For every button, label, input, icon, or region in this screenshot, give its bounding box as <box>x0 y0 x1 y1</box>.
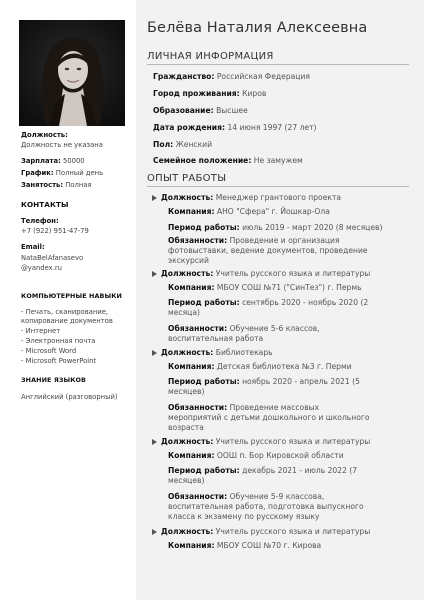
job-duties-cont: фотовыставки, ведение документов, проведение <box>168 246 368 255</box>
divider <box>147 186 409 187</box>
skill-item: копирование документов <box>21 317 113 325</box>
email-value-line2[interactable]: @yandex.ru <box>21 264 62 272</box>
education-row: Образование: Высшее <box>153 106 248 115</box>
job-duties-cont: мероприятий с детьми дошкольного и школьного <box>168 413 370 422</box>
divider <box>147 64 409 65</box>
employment-row: Занятость: Полная <box>21 181 92 189</box>
position-value: Должность не указана <box>21 141 103 149</box>
job-company: Компания: ООШ п. Бор Кировской области <box>168 451 344 460</box>
skills-heading: КОМПЬЮТЕРНЫЕ НАВЫКИ <box>21 292 122 300</box>
skill-item: - Microsoft PowerPoint <box>21 357 97 365</box>
job-duties-cont: возраста <box>168 423 204 432</box>
job-company: Компания: МБОУ СОШ №71 ("СинТез") г. Пермь <box>168 283 362 292</box>
city-row: Город проживания: Киров <box>153 89 267 98</box>
profile-photo <box>19 20 125 126</box>
job-duties-cont: воспитательная работа, подготовка выпускного <box>168 502 364 511</box>
expand-arrow-icon[interactable] <box>152 439 157 445</box>
job-duties-cont: класса к экзамену по русскому языку <box>168 512 320 521</box>
skill-item: - Электронная почта <box>21 337 96 345</box>
job-period-cont: месяцев) <box>168 387 205 396</box>
job-position[interactable]: Должность: Учитель русского языка и литературы <box>161 436 405 447</box>
job-duties: Обязанности: Проведение массовых <box>168 403 320 412</box>
job-duties-cont: воспитательная работа <box>168 334 264 343</box>
languages-value: Английский (разговорный) <box>21 393 118 401</box>
marital-row: Семейное положение: Не замужем <box>153 156 303 165</box>
job-company: Компания: АНО "Сфера" г. Йошкар-Ола <box>168 207 330 216</box>
job-period: Период работы: июль 2019 - март 2020 (8 месяцев) <box>168 223 383 232</box>
email-value-line1[interactable]: NataBelAfanasevo <box>21 254 84 262</box>
job-duties: Обязанности: Обучение 5-6 классов, <box>168 324 320 333</box>
job-duties-cont: экскурсий <box>168 256 209 265</box>
salary-row: Зарплата: 50000 <box>21 157 85 165</box>
candidate-name: Белёва Наталия Алексеевна <box>147 20 368 36</box>
contacts-heading: КОНТАКТЫ <box>21 200 69 209</box>
skill-item: - Microsoft Word <box>21 347 77 355</box>
job-position[interactable]: Должность: Библиотекарь <box>161 347 405 358</box>
job-company: Компания: МБОУ СОШ №70 г. Кирова <box>168 541 322 550</box>
expand-arrow-icon[interactable] <box>152 271 157 277</box>
birthdate-row: Дата рождения: 14 июня 1997 (27 лет) <box>153 123 317 132</box>
job-duties: Обязанности: Проведение и организация <box>168 236 340 245</box>
job-period-cont: месяца) <box>168 308 200 317</box>
position-label: Должность: <box>21 131 68 139</box>
job-company: Компания: Детская библиотека №3 г. Перми <box>168 362 352 371</box>
gender-row: Пол: Женский <box>153 140 213 149</box>
phone-value[interactable]: +7 (922) 951-47-79 <box>21 227 89 235</box>
job-position[interactable]: Должность: Менеджер грантового проекта <box>161 192 405 203</box>
expand-arrow-icon[interactable] <box>152 195 157 201</box>
email-label: Email: <box>21 243 45 251</box>
job-position[interactable]: Должность: Учитель русского языка и литературы <box>161 268 405 279</box>
schedule-row: График: Полный день <box>21 169 104 177</box>
personal-info-heading: ЛИЧНАЯ ИНФОРМАЦИЯ <box>147 51 274 62</box>
experience-heading: ОПЫТ РАБОТЫ <box>147 173 227 184</box>
phone-label: Телефон: <box>21 217 59 225</box>
skill-item: - Интернет <box>21 327 61 335</box>
job-period-cont: месяцев) <box>168 476 205 485</box>
job-period: Период работы: сентябрь 2020 - ноябрь 2020 (2 <box>168 298 369 307</box>
expand-arrow-icon[interactable] <box>152 529 157 535</box>
languages-heading: ЗНАНИЕ ЯЗЫКОВ <box>21 376 87 384</box>
job-period: Период работы: декабрь 2021 - июль 2022 (7 <box>168 466 358 475</box>
expand-arrow-icon[interactable] <box>152 350 157 356</box>
skill-item: - Печать, сканирование, <box>21 308 109 316</box>
job-period: Период работы: ноябрь 2020 - апрель 2021 (5 <box>168 377 360 386</box>
job-position[interactable]: Должность: Учитель русского языка и литературы <box>161 526 405 537</box>
portrait-image <box>19 20 125 126</box>
citizenship-row: Гражданство: Российская Федерация <box>153 72 310 81</box>
job-duties: Обязанности: Обучение 5-9 классова, <box>168 492 325 501</box>
